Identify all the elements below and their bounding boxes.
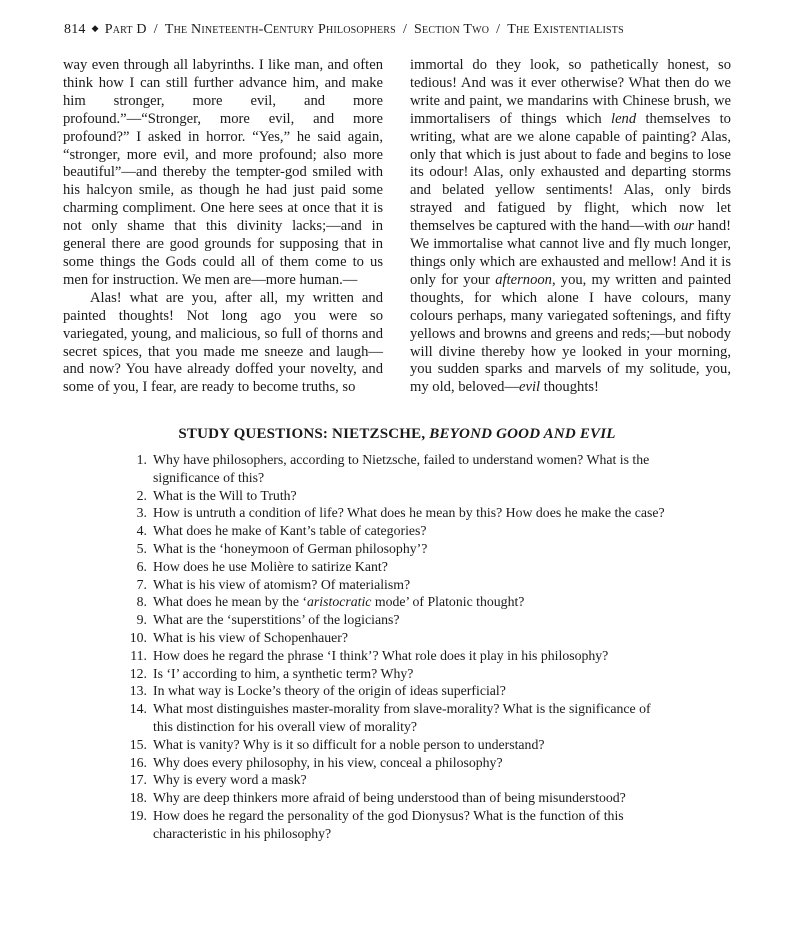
emphasis: evil: [519, 379, 541, 396]
question-number: 17.: [129, 772, 147, 788]
question-text: What are the ‘superstitions’ of the logicians?: [153, 612, 400, 628]
separator: /: [153, 22, 158, 37]
separator: /: [402, 22, 408, 37]
question-text: What is vanity? Why is it so difficult for a noble person to understand?: [153, 736, 545, 752]
chapter-label: The Existentialists: [507, 22, 624, 37]
question-text: In what way is Locke’s theory of the origin of ideas superficial?: [153, 683, 506, 699]
emphasis: afternoon: [495, 271, 552, 288]
question-text: Why does every philosophy, in his view, conceal a philosophy?: [153, 754, 503, 770]
question-text: How does he regard the phrase ‘I think’? What role does it play in his philosophy?: [153, 647, 609, 663]
question-text: What is his view of Schopenhauer?: [153, 629, 349, 645]
study-question: [125, 629, 671, 647]
question-text: What is his view of atomism? Of materialism?: [153, 576, 411, 592]
question-number: 6.: [136, 558, 147, 574]
text-run: , you, my written and painted thoughts, for which alone I have colours, many colours perhaps, many variegated softenings, and fifty yellows and browns and greens and reds;—but nobody will divine thereby how ye looked in your morning, you sudden sparks and marvels of my solitude, you, my old, beloved—: [410, 271, 731, 396]
text-run: mode’ of Platonic thought?: [371, 594, 525, 610]
question-number: 18.: [129, 790, 147, 806]
study-questions-title: [0, 424, 794, 444]
question-number: 14.: [129, 701, 147, 717]
title-book: BEYOND GOOD AND EVIL: [429, 426, 616, 442]
study-question: [125, 682, 671, 700]
study-question: [125, 540, 671, 558]
study-question: [125, 754, 671, 772]
text-run: themselves to writing, what are we alone capable of painting? Alas, only that which is just about to fade and begins to lose its odour! Alas, only exhausted and departing storms and belated yellow sentiments! Alas, only birds strayed and fatigued by flight, which now let themselves be captured with the hand—with: [410, 110, 731, 235]
text-run: What does he mean by the ‘: [153, 594, 308, 610]
question-number: 3.: [136, 505, 147, 521]
question-text: What most distinguishes master-morality from slave-morality? What is the significance of this distinction for his overall view of morality?: [153, 701, 651, 734]
question-text: What does he make of Kant’s table of categories?: [153, 523, 427, 539]
question-number: 1.: [136, 452, 147, 467]
question-number: 12.: [129, 665, 147, 681]
study-questions-list: [125, 451, 671, 843]
question-number: 8.: [136, 594, 147, 610]
question-text: Why have philosophers, according to Nietzsche, failed to understand women? What is the significance of this?: [153, 452, 650, 485]
study-question: [125, 451, 671, 487]
question-text: How does he regard the personality of the god Dionysus? What is the function of this characteristic in his philosophy?: [153, 807, 624, 841]
right-column: [410, 57, 731, 397]
page-number: 814: [64, 22, 86, 37]
text-run: thoughts!: [543, 379, 599, 396]
study-question: [125, 736, 671, 754]
part-label: Part D: [104, 22, 147, 37]
study-question: [125, 771, 671, 789]
study-question: [125, 522, 671, 540]
question-text: Is ‘I’ according to him, a synthetic term? Why?: [153, 665, 414, 681]
running-head: [64, 18, 744, 40]
left-column: [63, 57, 383, 397]
study-question: [125, 789, 671, 807]
question-number: 13.: [129, 683, 147, 699]
study-question: [125, 665, 671, 683]
question-number: 2.: [136, 487, 147, 503]
question-number: 15.: [129, 736, 147, 752]
study-question: [125, 700, 671, 736]
text-run: hand! We immortalise what cannot live and fly much longer, things only which are exhausted and mellow! And it is only for your: [410, 218, 732, 288]
paragraph: Alas! what are you, after all, my written and painted thoughts! Not long ago you were so variegated, young, and malicious, so full of thorns and secret spices, that you made me sneeze and laugh—and now? You have already doffed your novelty, and some of you, I fear, are ready to become truths, so: [63, 289, 383, 396]
question-number: 4.: [136, 523, 147, 539]
question-number: 16.: [129, 754, 147, 770]
question-number: 11.: [130, 647, 147, 663]
question-number: 7.: [136, 576, 147, 592]
emphasis: our: [673, 218, 695, 235]
question-number: 9.: [136, 612, 147, 628]
study-question: [125, 611, 671, 629]
question-number: 5.: [136, 540, 147, 556]
question-text: What is the Will to Truth?: [153, 487, 297, 503]
separator: /: [496, 22, 501, 37]
paragraph: [410, 57, 731, 397]
study-question: [125, 647, 671, 665]
question-text: Why are deep thinkers more afraid of being understood than of being misunderstood?: [153, 790, 626, 806]
section-label: Section Two: [414, 22, 490, 37]
study-question: [125, 558, 671, 576]
emphasis: lend: [611, 110, 637, 127]
question-number: 10.: [129, 629, 147, 645]
title-prefix: STUDY QUESTIONS: NIETZSCHE,: [178, 426, 426, 442]
question-text: [153, 594, 524, 609]
question-text: Why is every word a mask?: [153, 772, 307, 788]
study-question: [125, 593, 671, 611]
study-question: [125, 576, 671, 594]
diamond-bullet-icon: ◆: [91, 23, 99, 33]
question-number: 19.: [129, 807, 147, 823]
emphasis: aristocratic: [307, 594, 372, 610]
text-run: immortal do they look, so pathetically honest, so tedious! And was it ever otherwise? What then do we write and paint, we mandarins with Chinese brush, we immortalisers of things which: [410, 57, 731, 127]
study-question: [125, 487, 671, 505]
question-text: How does he use Molière to satirize Kant?: [153, 558, 388, 574]
study-question: [125, 807, 671, 843]
paragraph: way even through all labyrinths. I like man, and often think how I can still further advance him, and make him stronger, more evil, and more profound.”—“Stronger, more evil, and more profound?” I asked in horror. “Yes,” he said again, “stronger, more evil, and more profound; also more beautiful”—and thereby the tempter-god smiled with his halcyon smile, as though he had just paid some charming compliment. One here sees at once that it is not only shame that this divinity lacks;—and in general there are good grounds for supposing that in some things the Gods could all of them come to us men for instruction. We men are—more human.—: [63, 57, 383, 288]
study-question: [125, 504, 671, 522]
question-text: How is untruth a condition of life? What does he mean by this? How does he make the case?: [153, 505, 665, 521]
question-text: What is the ‘honeymoon of German philosophy’?: [153, 540, 428, 556]
book-section-label: The Nineteenth-Century Philosophers: [164, 22, 396, 37]
